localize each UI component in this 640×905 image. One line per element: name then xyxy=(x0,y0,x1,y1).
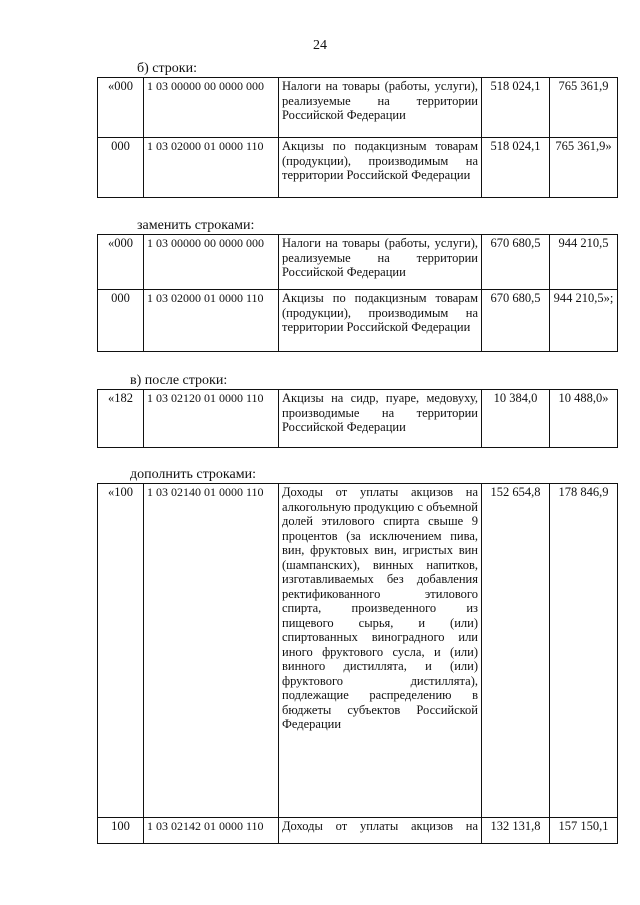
admin-code-cell: 000 xyxy=(98,290,144,352)
table-row xyxy=(98,484,618,818)
value-2019-cell: 157 150,1 xyxy=(550,818,618,844)
budget-code-cell: 1 03 02140 01 0000 110 xyxy=(144,484,279,818)
table-row xyxy=(98,290,618,352)
income-table xyxy=(97,234,618,352)
section-label: заменить строками: xyxy=(137,218,255,233)
name-cell: Налоги на товары (работы, услуги), реализуемые на территории Российской Федерации xyxy=(279,78,482,138)
name-cell: Доходы от уплаты акцизов на алкогольную продукцию с объемной долей этилового спирта свыше 9 процентов (за исключением пива, вин, фруктовых вин, игристых вин (шампанских), винных напитков, изготавливаемых без добавления ректификованного этилового спирта, произведенного из пищевого сырья, и (или) спиртованных виноградного или иного фруктового сусла, и (или) винного дистиллята, и (или) фруктового дистиллята), подлежащие распределению в бюджеты субъектов Российской Федерации xyxy=(279,484,482,818)
budget-code-cell: 1 03 00000 00 0000 000 xyxy=(144,235,279,290)
budget-code-cell: 1 03 02000 01 0000 110 xyxy=(144,138,279,198)
section-label: в) после строки: xyxy=(130,373,228,388)
value-2018-cell: 518 024,1 xyxy=(482,138,550,198)
value-2018-cell: 132 131,8 xyxy=(482,818,550,844)
income-table xyxy=(97,483,618,844)
admin-code-cell: «000 xyxy=(98,235,144,290)
budget-code-cell: 1 03 02000 01 0000 110 xyxy=(144,290,279,352)
value-2019-cell: 765 361,9 xyxy=(550,78,618,138)
budget-code-cell: 1 03 02120 01 0000 110 xyxy=(144,390,279,448)
name-cell: Доходы от уплаты акцизов на xyxy=(279,818,482,844)
page-number: 24 xyxy=(313,38,327,53)
table-row xyxy=(98,818,618,844)
name-cell: Акцизы по подакцизным товарам (продукции), производимым на территории Российской Федерации xyxy=(279,290,482,352)
name-cell: Акцизы на сидр, пуаре, медовуху, производимые на территории Российской Федерации xyxy=(279,390,482,448)
table-row xyxy=(98,138,618,198)
budget-code-cell: 1 03 02142 01 0000 110 xyxy=(144,818,279,844)
section-label: б) строки: xyxy=(137,61,197,76)
value-2019-cell: 944 210,5 xyxy=(550,235,618,290)
value-2018-cell: 10 384,0 xyxy=(482,390,550,448)
value-2019-cell: 944 210,5»; xyxy=(550,290,618,352)
value-2018-cell: 670 680,5 xyxy=(482,235,550,290)
table-row xyxy=(98,235,618,290)
name-cell: Налоги на товары (работы, услуги), реализуемые на территории Российской Федерации xyxy=(279,235,482,290)
income-table xyxy=(97,77,618,198)
table-row xyxy=(98,390,618,448)
value-2019-cell: 765 361,9» xyxy=(550,138,618,198)
admin-code-cell: 000 xyxy=(98,138,144,198)
table-row xyxy=(98,78,618,138)
value-2018-cell: 670 680,5 xyxy=(482,290,550,352)
admin-code-cell: «100 xyxy=(98,484,144,818)
value-2019-cell: 10 488,0» xyxy=(550,390,618,448)
income-table xyxy=(97,389,618,448)
admin-code-cell: 100 xyxy=(98,818,144,844)
section-label: дополнить строками: xyxy=(130,467,256,482)
value-2019-cell: 178 846,9 xyxy=(550,484,618,818)
value-2018-cell: 518 024,1 xyxy=(482,78,550,138)
budget-code-cell: 1 03 00000 00 0000 000 xyxy=(144,78,279,138)
value-2018-cell: 152 654,8 xyxy=(482,484,550,818)
name-cell: Акцизы по подакцизным товарам (продукции), производимым на территории Российской Федерации xyxy=(279,138,482,198)
admin-code-cell: «000 xyxy=(98,78,144,138)
admin-code-cell: «182 xyxy=(98,390,144,448)
